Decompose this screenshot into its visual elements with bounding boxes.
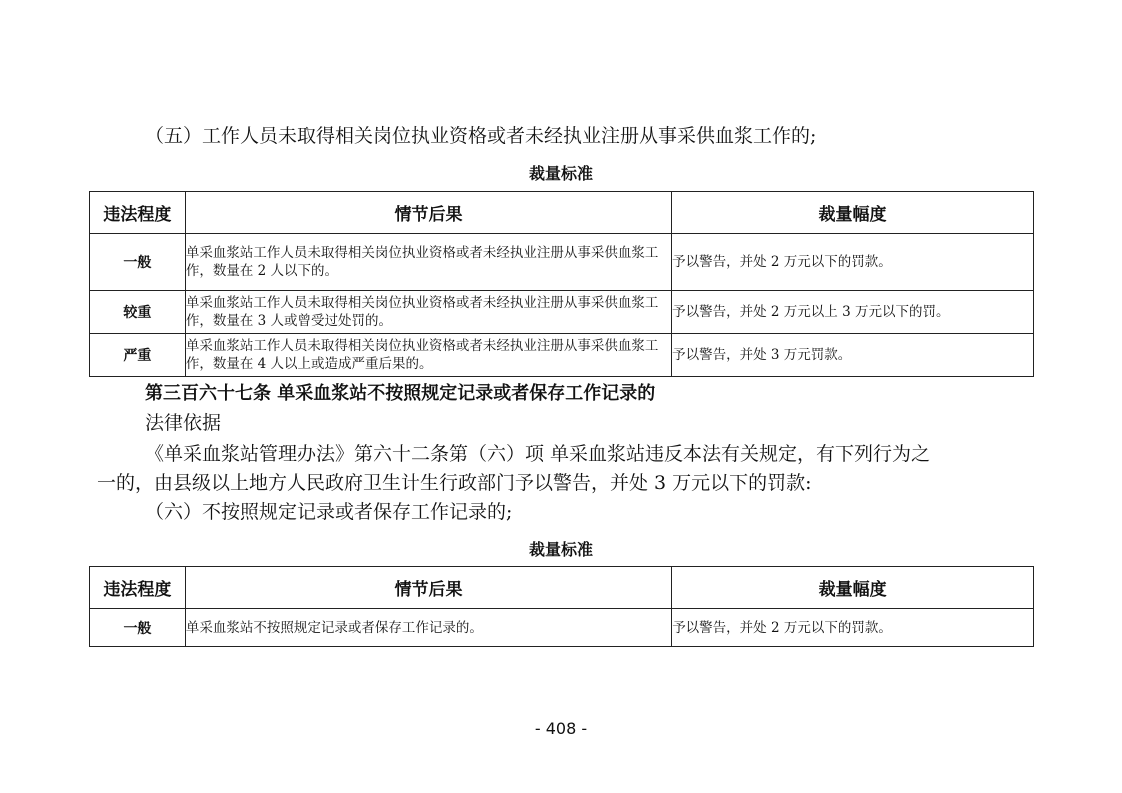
penalty-cell: 予以警告，并处 3 万元罚款。 — [672, 334, 1034, 377]
header-level: 违法程度 — [90, 192, 186, 234]
header-circumstance: 情节后果 — [185, 192, 671, 234]
penalty-cell: 予以警告，并处 2 万元以上 3 万元以下的罚。 — [672, 291, 1034, 334]
level-cell: 一般 — [90, 234, 186, 291]
table-header-row — [90, 567, 1034, 609]
discretion-table-1 — [89, 191, 1034, 377]
circumstance-cell: 单采血浆站工作人员未取得相关岗位执业资格或者未经执业注册从事采供血浆工作，数量在 4 人以上或造成严重后果的。 — [185, 334, 671, 377]
table-row — [90, 334, 1034, 377]
penalty-cell: 予以警告，并处 2 万元以下的罚款。 — [672, 609, 1034, 647]
circumstance-cell: 单采血浆站不按照规定记录或者保存工作记录的。 — [185, 609, 671, 647]
article-title: 第三百六十七条 单采血浆站不按照规定记录或者保存工作记录的 — [145, 383, 656, 404]
level-cell: 一般 — [90, 609, 186, 647]
legal-basis-label: 法律依据 — [145, 412, 222, 434]
level-cell: 较重 — [90, 291, 186, 334]
legal-basis-line-1: 《单采血浆站管理办法》第六十二条第（六）项 单采血浆站违反本法有关规定，有下列行为之 — [145, 443, 931, 465]
table1-title: 裁量标准 — [528, 164, 593, 183]
level-cell: 严重 — [90, 334, 186, 377]
circumstance-cell: 单采血浆站工作人员未取得相关岗位执业资格或者未经执业注册从事采供血浆工作，数量在 2 人以下的。 — [185, 234, 671, 291]
circumstance-cell: 单采血浆站工作人员未取得相关岗位执业资格或者未经执业注册从事采供血浆工作，数量在 3 人或曾受过处罚的。 — [185, 291, 671, 334]
table2-title: 裁量标准 — [528, 540, 593, 559]
table-row — [90, 291, 1034, 334]
table-row — [90, 234, 1034, 291]
item-six-text: （六）不按照规定记录或者保存工作记录的; — [145, 501, 513, 523]
legal-basis-line-2: 一的，由县级以上地方人民政府卫生计生行政部门予以警告，并处 3 万元以下的罚款: — [97, 472, 812, 494]
header-penalty: 裁量幅度 — [672, 567, 1034, 609]
header-circumstance: 情节后果 — [185, 567, 671, 609]
header-penalty: 裁量幅度 — [672, 192, 1034, 234]
item-five-text: （五）工作人员未取得相关岗位执业资格或者未经执业注册从事采供血浆工作的; — [145, 125, 817, 147]
table-row — [90, 609, 1034, 647]
discretion-table-2 — [89, 566, 1034, 647]
penalty-cell: 予以警告，并处 2 万元以下的罚款。 — [672, 234, 1034, 291]
header-level: 违法程度 — [90, 567, 186, 609]
page-number: - 408 - — [534, 719, 588, 738]
table-header-row — [90, 192, 1034, 234]
